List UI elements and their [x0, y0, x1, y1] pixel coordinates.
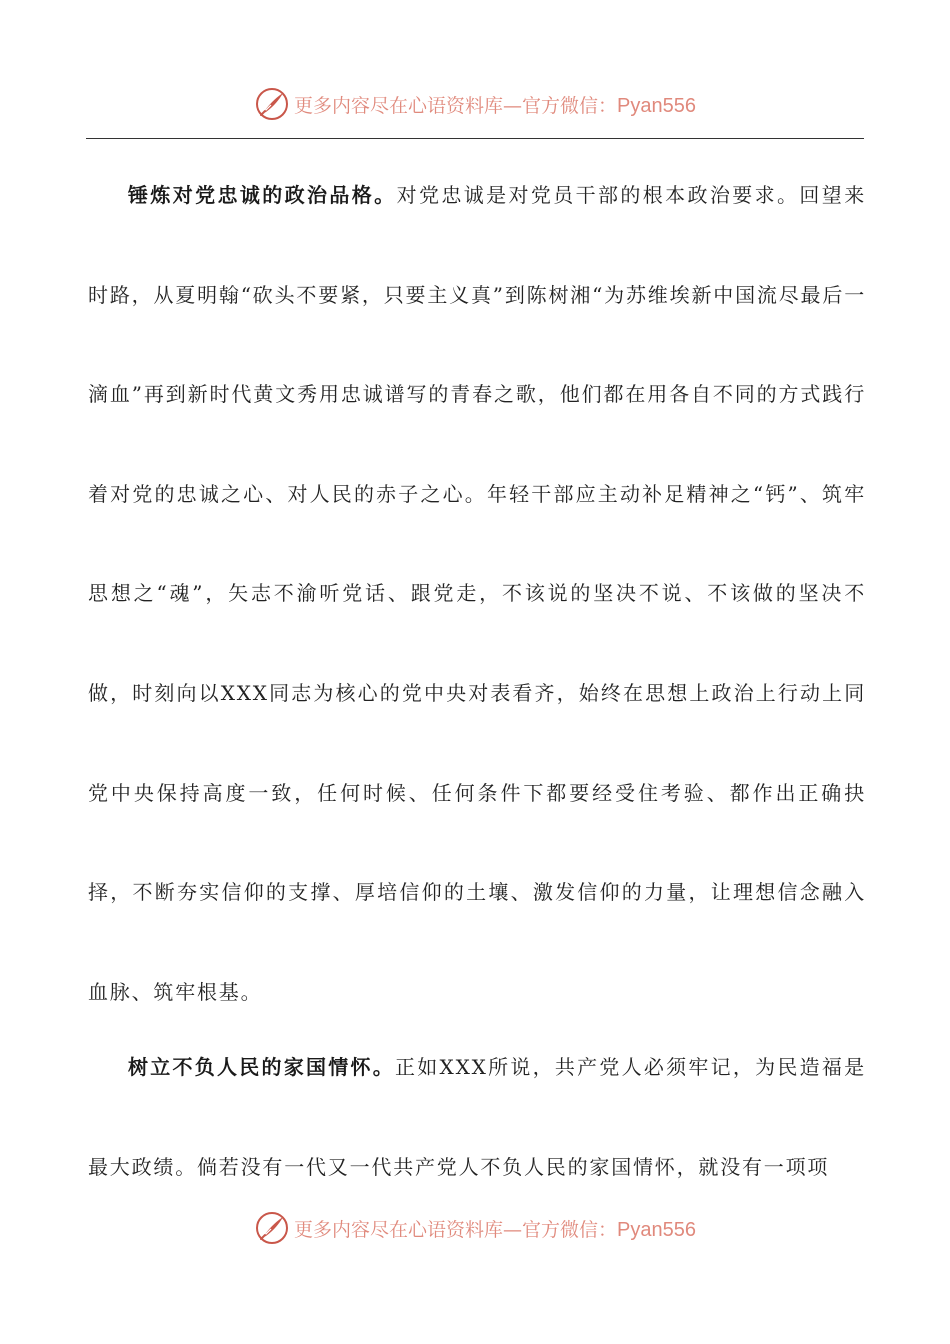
header-watermark [0, 84, 950, 124]
paragraph-body-text: 对党忠诚是对党员干部的根本政治要求。回望来时路，从夏明翰“砍头不要紧，只要主义真”到陈树湘“为苏维埃新中国流尽最后一滴血”再到新时代黄文秀用忠诚谱写的青春之歌，他们都在用各自不同的方式践行着对党的忠诚之心、对人民的赤子之心。年轻干部应主动补足精神之“钙”、筑牢思想之“魂”，矢志不渝听党话、跟党走，不该说的坚决不说、不该做的坚决不做，时刻向以XXX同志为核心的党中央对表看齐，始终在思想上政治上行动上同党中央保持高度一致，任何时候、任何条件下都要经受住考验、都作出正确抉择，不断夯实信仰的支撑、厚培信仰的土壤、激发信仰的力量，让理想信念融入血脉、筑牢根基。 [88, 183, 866, 1004]
paragraph-lead-heading: 锤炼对党忠诚的政治品格。 [128, 183, 397, 207]
quill-pen-logo-icon [254, 1210, 290, 1246]
document-body [88, 146, 866, 1218]
watermark-wechat-id: Pyan556 [617, 94, 696, 117]
paragraph-body-text: 正如XXX所说，共产党人必须牢记，为民造福是最大政绩。倘若没有一代又一代共产党人不负人民的家国情怀，就没有一项项 [88, 1055, 866, 1179]
paragraph-loyalty [88, 146, 866, 1042]
watermark-text: 更多内容尽在心语资料库—官方微信：Pyan556 [294, 94, 696, 117]
paragraph-patriotism [88, 1018, 866, 1217]
quill-pen-logo-icon [254, 86, 290, 122]
watermark-wechat-id: Pyan556 [617, 1218, 696, 1241]
footer-watermark [0, 1208, 950, 1248]
header-divider [86, 138, 864, 139]
paragraph-lead-heading: 树立不负人民的家国情怀。 [128, 1055, 396, 1080]
watermark-text: 更多内容尽在心语资料库—官方微信：Pyan556 [294, 1218, 696, 1241]
